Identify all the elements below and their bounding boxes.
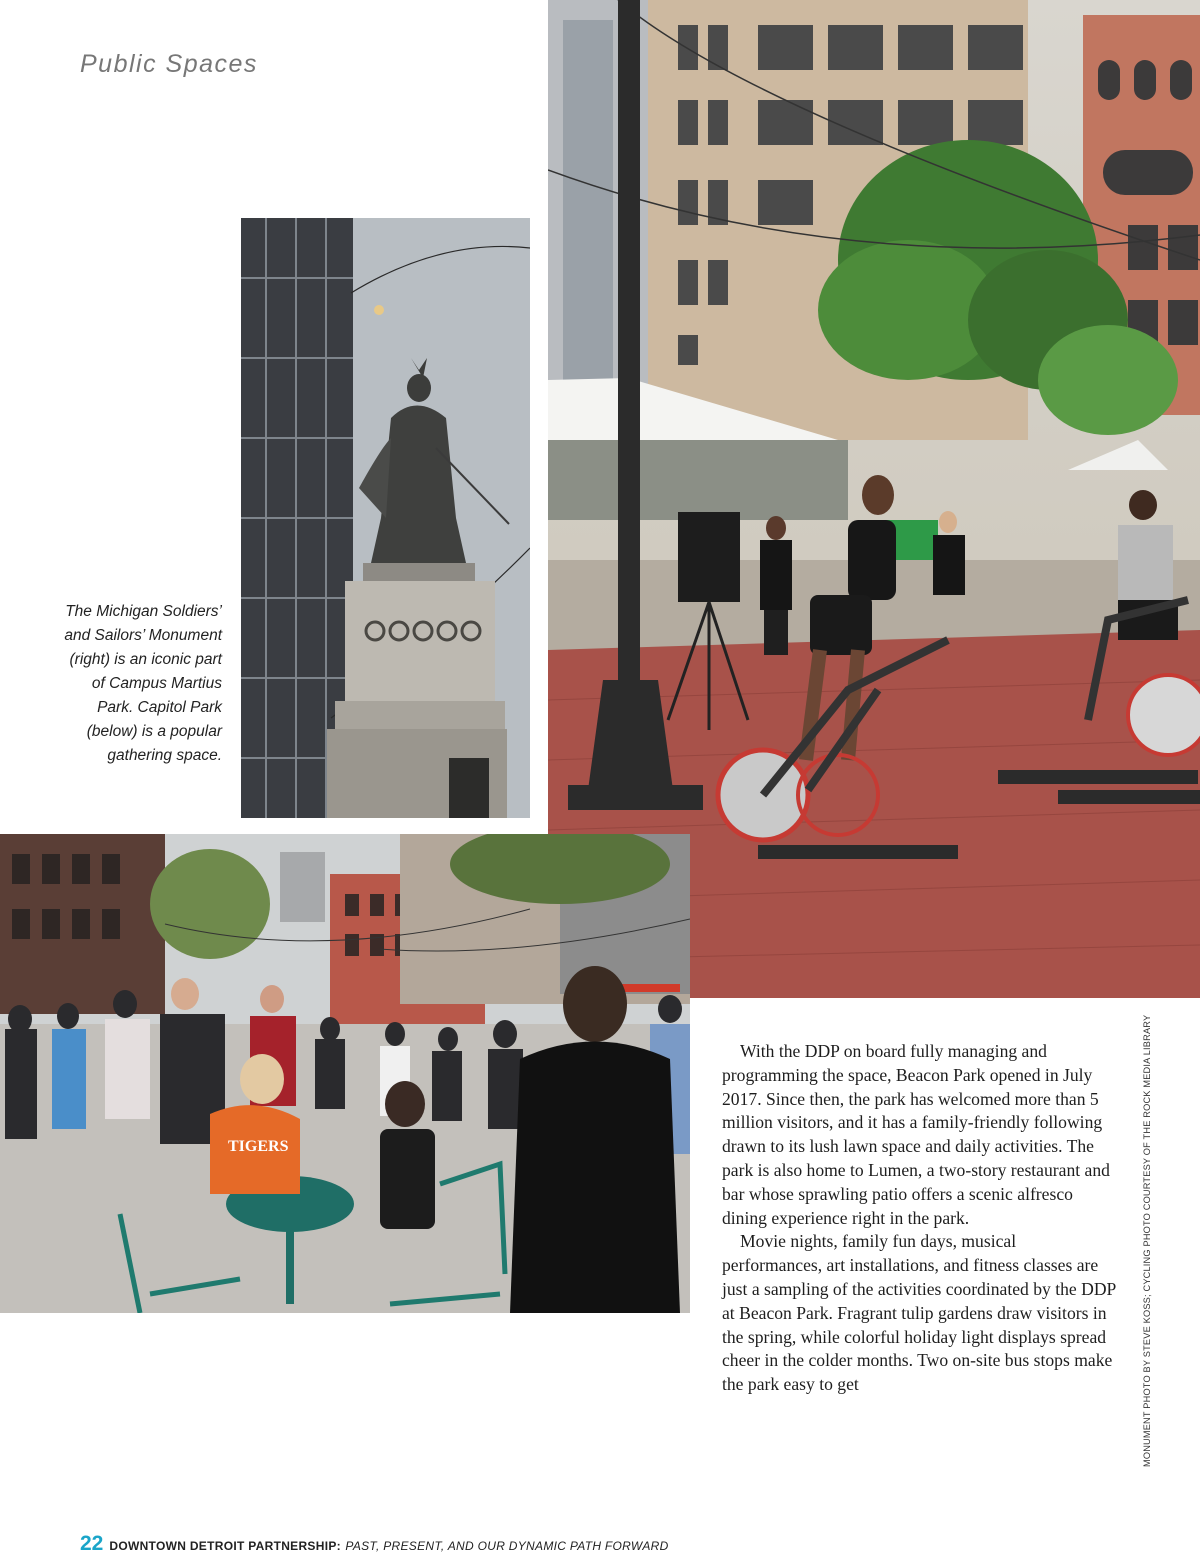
capitol-park-photo [0, 834, 690, 1313]
monument-photo [241, 218, 530, 818]
photo-credit: MONUMENT PHOTO BY STEVE KOSS; CYCLING PHOTO COURTESY OF THE ROCK MEDIA LIBRARY [1142, 1014, 1152, 1467]
article-body [722, 1040, 1120, 1397]
page-footer [80, 1532, 669, 1556]
photo-caption: The Michigan Soldiers’ and Sailors’ Monument (right) is an iconic part of Campus Martius Park. Capitol Park (below) is a popular gathering space. [64, 603, 222, 764]
body-paragraph-1: With the DDP on board fully managing and programming the space, Beacon Park opened in July 2017. Since then, the park has welcomed more than 5 million visitors, and it has a family-friendly following drawn to its lush lawn space and daily activities. The park is also home to Lumen, a two-story restaurant and bar whose sprawling patio offers a scenic alfresco dining experience right in the park. [722, 1041, 1110, 1228]
section-label: Public Spaces [80, 50, 258, 78]
tigers-shirt-text: TIGERS [228, 1138, 289, 1155]
body-paragraph-2: Movie nights, family fun days, musical performances, art installations, and fitness classes are just a sampling of the activities coordinated by the DDP at Beacon Park. Fragrant tulip gardens draw visitors in the spring, while colorful holiday light displays spread cheer in the colder months. Two on-site bus stops make the park easy to get [722, 1231, 1116, 1395]
page-number: 22 [80, 1532, 104, 1555]
publication-subtitle: PAST, PRESENT, AND OUR DYNAMIC PATH FORWARD [345, 1539, 669, 1553]
publication-title: DOWNTOWN DETROIT PARTNERSHIP: [109, 1539, 341, 1553]
